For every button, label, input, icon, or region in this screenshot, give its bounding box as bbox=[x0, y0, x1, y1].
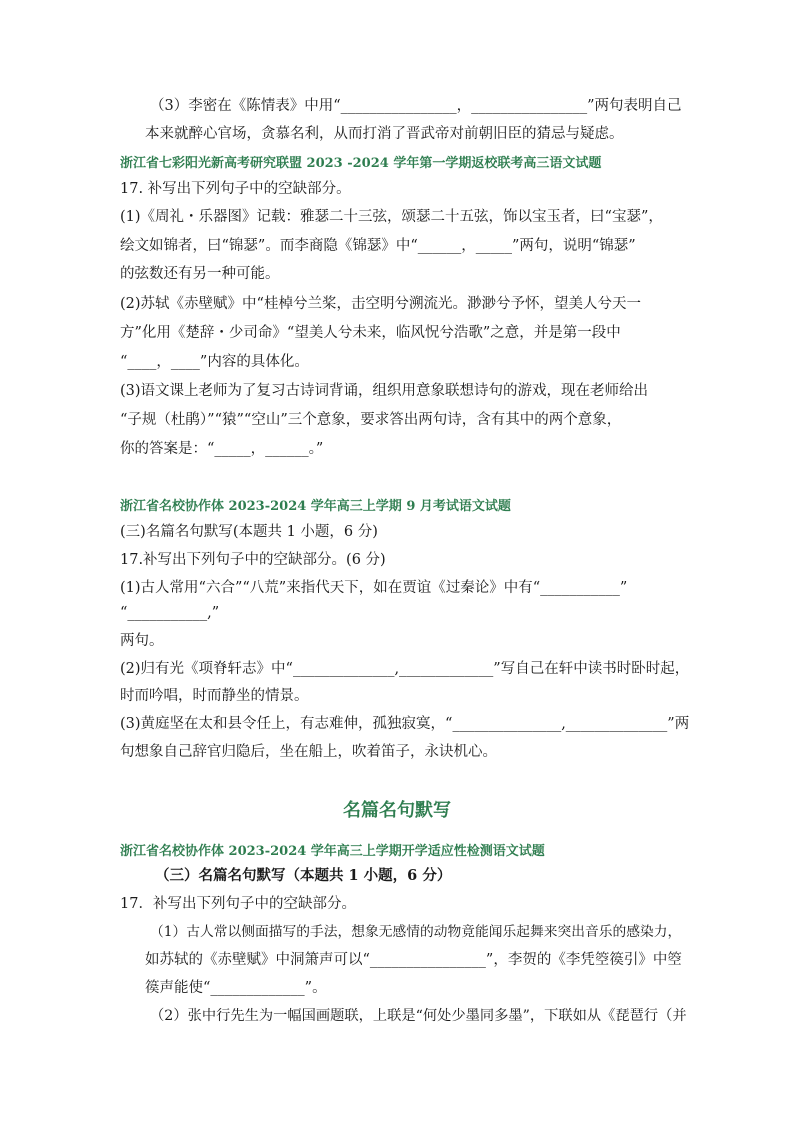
paragraph-line: （3）李密在《陈情表》中用“________________，________________”两句表明自己 bbox=[150, 98, 682, 114]
section-heading: (三)名篇名句默写(本题共 1 小题，6 分) bbox=[120, 524, 378, 540]
question-line: 绘文如锦者，曰“锦瑟”。而李商隐《锦瑟》中“______，_____”两句，说明“锦瑟” bbox=[120, 238, 636, 254]
question-line: 篌声能使“_____________”。 bbox=[145, 980, 327, 996]
question-line: (3)语文课上老师为了复习古诗词背诵，组织用意象联想诗句的游戏，现在老师给出 bbox=[120, 383, 649, 399]
question-line: “子规（杜鹃）”“猿”“空山”三个意象，要求答出两句诗，含有其中的两个意象， bbox=[120, 412, 622, 428]
question-line: “___________,” bbox=[120, 605, 220, 621]
section-title: 名篇名句默写 bbox=[343, 800, 451, 821]
question-intro: 17.补写出下列句子中的空缺部分。(6 分) bbox=[120, 552, 386, 568]
question-line: 时而吟唱，时而静坐的情景。 bbox=[120, 688, 309, 704]
question-intro: 17. 补写出下列句子中的空缺部分。 bbox=[120, 181, 351, 197]
question-line: 如苏轼的《赤壁赋》中洞箫声可以“________________”，李贺的《李凭箜篌引》中箜 bbox=[145, 952, 682, 968]
question-line: 方”化用《楚辞・少司命》“望美人兮未来，临风怳兮浩歌”之意，并是第一段中 bbox=[120, 325, 621, 341]
question-line: 句想象自己辞官归隐后，坐在船上，吹着笛子，永诀机心。 bbox=[120, 744, 497, 760]
question-line: 你的答案是：“_____，______。” bbox=[120, 441, 324, 457]
source-heading: 浙江省名校协作体 2023-2024 学年高三上学期开学适应性检测语文试题 bbox=[120, 844, 545, 859]
question-line: (3)黄庭坚在太和县令任上，有志难伸，孤独寂寞，“_______________,______________”两 bbox=[120, 716, 690, 732]
source-heading: 浙江省名校协作体 2023-2024 学年高三上学期 9 月考试语文试题 bbox=[120, 499, 511, 514]
question-line: “____，____”内容的具体化。 bbox=[120, 354, 309, 370]
section-heading: （三）名篇名句默写（本题共 1 小题，6 分） bbox=[155, 867, 452, 884]
source-heading: 浙江省七彩阳光新高考研究联盟 2023 -2024 学年第一学期返校联考高三语文试题 bbox=[120, 156, 602, 171]
question-line: (1)古人常用“六合”“八荒”来指代天下，如在贾谊《过秦论》中有“___________” bbox=[120, 580, 628, 596]
question-line: （1）古人常以侧面描写的手法，想象无感情的动物竟能闻乐起舞来突出音乐的感染力， bbox=[150, 924, 682, 940]
question-line: (2)归有光《项脊轩志》中“______________,_____________”写自己在轩中读书时卧时起， bbox=[120, 661, 690, 677]
question-line: 的弦数还有另一种可能。 bbox=[120, 266, 280, 282]
question-line: （2）张中行先生为一幅国画题联，上联是“何处少墨同多墨”，下联如从《琵琶行（并 bbox=[150, 1008, 687, 1024]
question-intro: 17．补写出下列句子中的空缺部分。 bbox=[120, 896, 356, 912]
paragraph-line: 本来就醉心官场，贪慕名利，从而打消了晋武帝对前朝旧臣的猜忌与疑虑。 bbox=[145, 126, 624, 142]
question-line: (1)《周礼・乐器图》记载：雅瑟二十三弦，颂瑟二十五弦，饰以宝玉者，曰“宝瑟”， bbox=[120, 209, 663, 225]
question-line: (2)苏轼《赤壁赋》中“桂棹兮兰桨，击空明兮溯流光。渺渺兮予怀，望美人兮天一 bbox=[120, 296, 641, 312]
question-line: 两句。 bbox=[120, 633, 164, 649]
